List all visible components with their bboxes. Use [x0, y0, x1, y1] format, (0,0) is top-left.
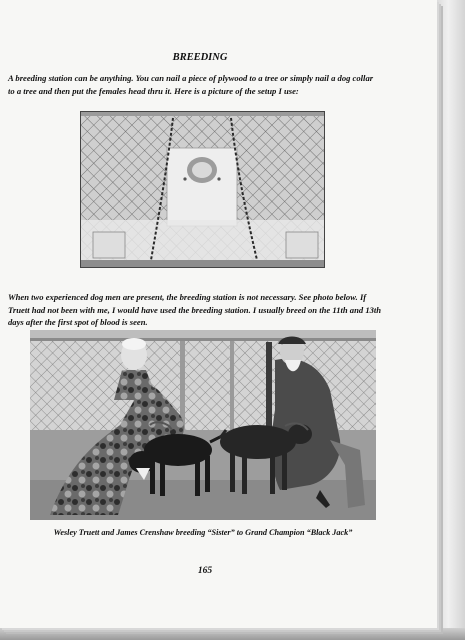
- page-number: 165: [197, 566, 213, 576]
- men-with-dogs-photo: [30, 330, 376, 520]
- photo-caption: Wesley Truett and James Crenshaw breeding “Sister” to Grand Champion “Black Jack”: [53, 528, 353, 537]
- paragraph-line: days after the first spot of blood is seen.: [8, 317, 148, 327]
- second-paragraph: [8, 291, 433, 329]
- page-stack-edge: [437, 0, 465, 640]
- page-title: BREEDING: [172, 52, 228, 63]
- paragraph-line: Truett had not been with me, I would have used the breeding station. I usually breed on the 11th and 13th: [8, 304, 382, 315]
- paragraph-line: When two experienced dog men are present, the breeding station is not necessary. See photo below. If: [8, 292, 367, 302]
- paragraph-line: to a tree and then put the females head thru it. Here is a picture of the setup I use:: [8, 85, 299, 96]
- intro-paragraph: [8, 72, 428, 97]
- breeding-station-photo: [80, 111, 325, 268]
- scan-bottom-edge: [0, 628, 465, 640]
- paragraph-line: A breeding station can be anything. You can nail a piece of plywood to a tree or simply nail a dog collar: [8, 73, 374, 83]
